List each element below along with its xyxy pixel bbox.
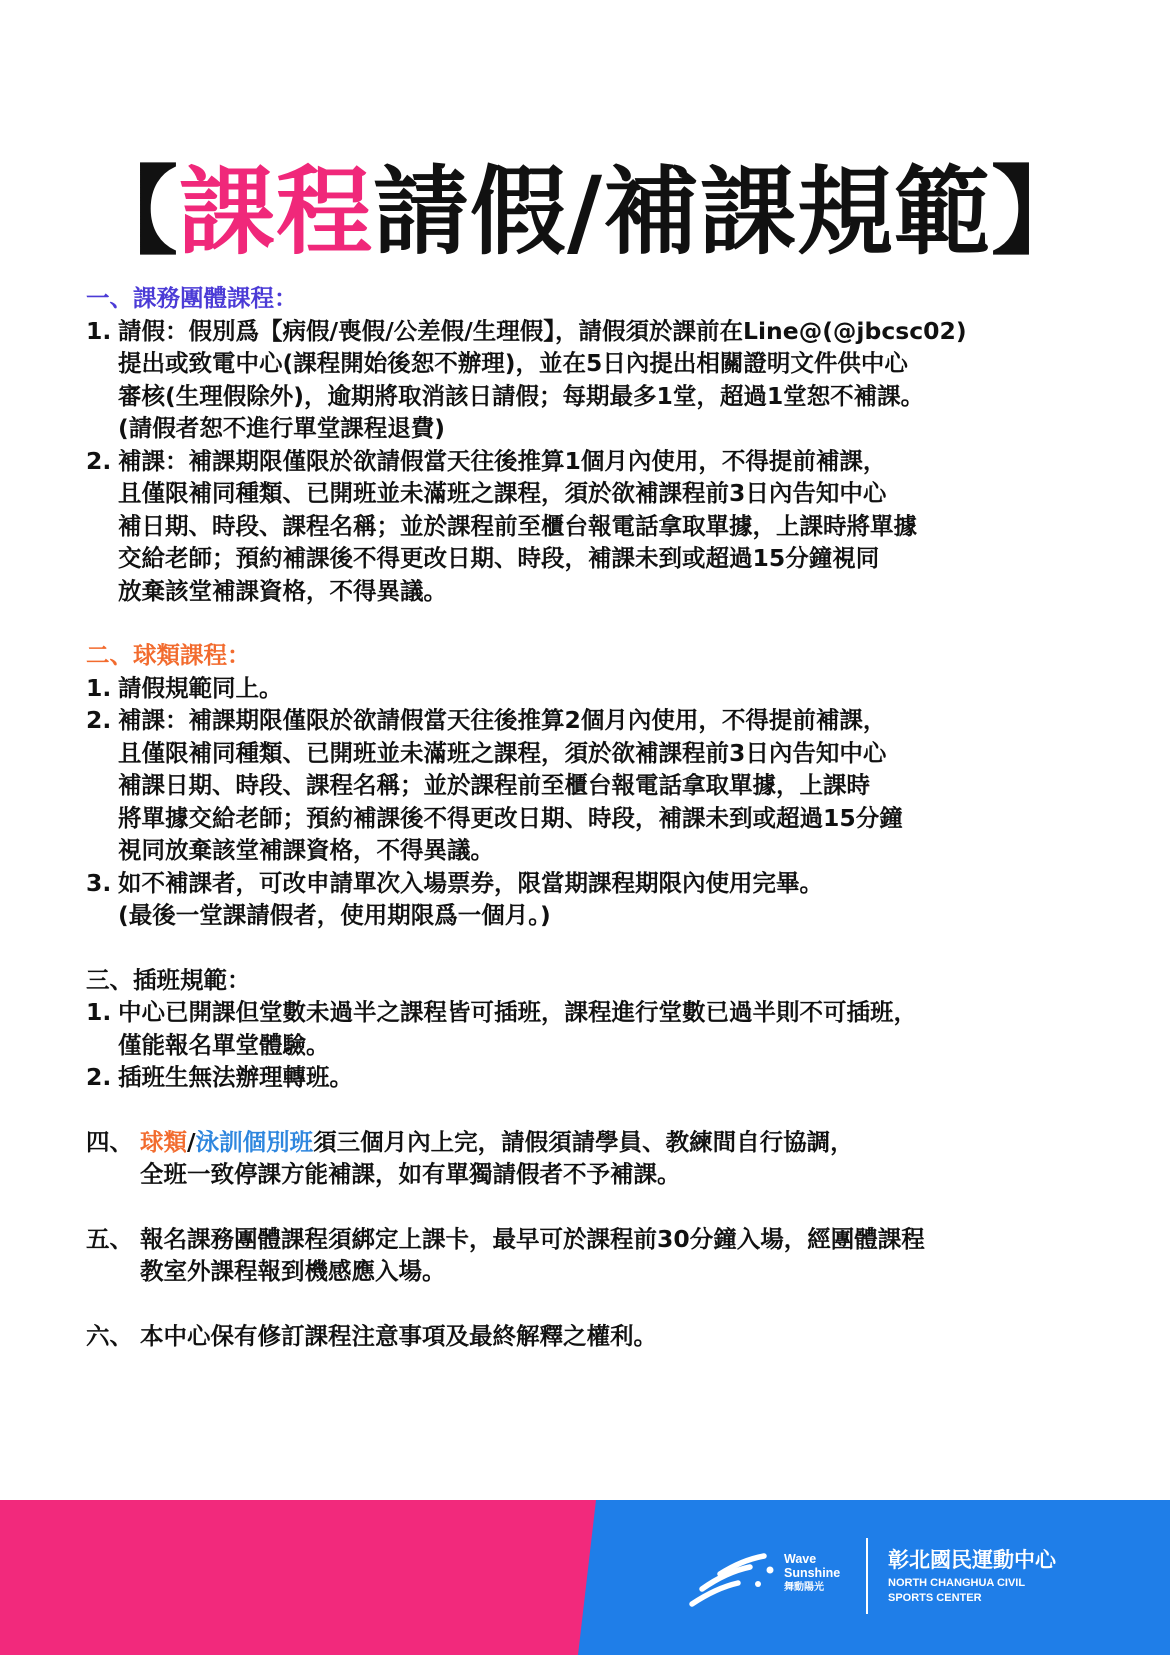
section-line [140, 1126, 854, 1159]
section-label: 五、 [86, 1224, 133, 1253]
item-text [118, 867, 1096, 932]
item-line: 將單據交給老師；預約補課後不得更改日期、時段，補課未到或超過15分鐘 [118, 803, 903, 832]
list-item [86, 704, 1096, 867]
list-item [86, 445, 1096, 608]
list-item [86, 1061, 1096, 1094]
section-label: 四、 [86, 1127, 133, 1156]
brand-en-line2: Sunshine [784, 1566, 841, 1580]
brand-text [784, 1552, 840, 1596]
ball-courses-highlight: 球類 [140, 1127, 187, 1156]
center-name-en-line2: SPORTS CENTER [888, 1592, 982, 1604]
item-line: 交給老師；預約補課後不得更改日期、時段，補課未到或超過15分鐘視同 [118, 544, 880, 572]
item-line: 審核(生理假除外)，逾期將取消該日請假；每期最多1堂，超過1堂恕不補課。 [118, 381, 925, 410]
item-line: 補課：補課期限僅限於欲請假當天往後推算2個月內使用，不得提前補課， [118, 706, 887, 734]
section-transfer-rules [86, 964, 1096, 1094]
list-item [86, 867, 1096, 932]
page-title [0, 152, 1170, 272]
item-line: 補日期、時段、課程名稱；並於課程前至櫃台報電話拿取單據，上課時將單據 [118, 511, 917, 540]
swim-individual-highlight: 泳訓個別班 [195, 1127, 314, 1156]
list-item [86, 672, 1096, 705]
slash-separator: / [187, 1127, 196, 1156]
center-name-cn: 彰北國民運動中心 [888, 1549, 1056, 1572]
item-line: 插班生無法辦理轉班。 [118, 1063, 353, 1091]
section-course-card [86, 1223, 1096, 1288]
item-line: 補課：補課期限僅限於欲請假當天往後推算1個月內使用，不得提前補課， [118, 446, 887, 475]
section-line: 教室外課程報到機感應入場。 [140, 1257, 446, 1285]
section-ball-courses [86, 639, 1096, 932]
item-line: 請假：假別爲【病假/喪假/公差假/生理假】，請假須於課前在Line@(@jbcsc02) [118, 316, 967, 345]
title-rest: 請假/補課規範 [372, 156, 992, 268]
section-text [140, 1320, 657, 1353]
footer-divider [866, 1538, 868, 1614]
center-name-en-line1: NORTH CHANGHUA CIVIL [888, 1577, 1026, 1589]
item-line: 如不補課者，可改申請單次入場票券，限當期課程期限內使用完畢。 [118, 868, 823, 897]
list-item [86, 315, 1096, 445]
item-text [118, 672, 1096, 705]
section-line-rest: 須三個月內上完，請假須請學員、教練間自行協調， [313, 1127, 854, 1156]
item-text [118, 704, 1096, 867]
item-line: 僅能報名單堂體驗。 [118, 1030, 330, 1059]
item-number: 1. [86, 998, 112, 1026]
section-line: 全班一致停課方能補課，如有單獨請假者不予補課。 [140, 1160, 681, 1188]
section-individual-classes [86, 1126, 1096, 1191]
item-line: 提出或致電中心(課程開始後恕不辦理)，並在5日內提出相關證明文件供中心 [118, 349, 908, 377]
title-accent: 課程 [178, 156, 373, 268]
brand-en-line1: Wave [784, 1552, 817, 1566]
wave-sunshine-logo-icon [686, 1550, 778, 1610]
brand-cn: 舞動陽光 [784, 1582, 824, 1593]
item-line: 且僅限補同種類、已開班並未滿班之課程，須於欲補課程前3日內告知中心 [118, 479, 887, 507]
item-line: 放棄該堂補課資格，不得異議。 [118, 576, 447, 605]
item-number: 2. [86, 706, 112, 734]
item-line: 請假規範同上。 [118, 673, 283, 702]
section-line: 本中心保有修訂課程注意事項及最終解釋之權利。 [140, 1321, 657, 1350]
item-text [118, 1061, 1096, 1094]
item-number: 2. [86, 446, 112, 475]
item-line: (最後一堂課請假者，使用期限爲一個月。) [118, 901, 551, 929]
item-text [118, 445, 1096, 608]
section-group-courses [86, 282, 1096, 607]
section-label: 六、 [86, 1321, 133, 1350]
title-close-bracket: 】 [991, 156, 1089, 268]
item-number: 2. [86, 1063, 112, 1091]
policy-content [86, 282, 1096, 1384]
title-open-bracket: 【 [81, 156, 179, 268]
item-line: (請假者恕不進行單堂課程退費) [118, 414, 445, 442]
section-text [140, 1223, 925, 1288]
item-text [118, 996, 1096, 1061]
section-rights-reserved [86, 1320, 1096, 1353]
item-text [118, 315, 1096, 445]
section-line: 報名課務團體課程須綁定上課卡，最早可於課程前30分鐘入場，經團體課程 [140, 1224, 925, 1253]
footer-banner [0, 1500, 1170, 1655]
item-line: 視同放棄該堂補課資格，不得異議。 [118, 836, 494, 864]
item-number: 3. [86, 868, 112, 897]
section-heading-transfer-rules: 三、插班規範： [86, 965, 251, 994]
item-number: 1. [86, 673, 112, 702]
section-heading-ball-courses: 二、球類課程： [86, 641, 251, 669]
item-number: 1. [86, 316, 112, 345]
section-heading-group-courses: 一、課務團體課程： [86, 284, 298, 312]
section-text [140, 1126, 854, 1191]
list-item [86, 996, 1096, 1061]
center-name [888, 1546, 1056, 1606]
item-line: 中心已開課但堂數未過半之課程皆可插班，課程進行堂數已過半則不可插班， [118, 998, 917, 1026]
item-line: 且僅限補同種類、已開班並未滿班之課程，須於欲補課程前3日內告知中心 [118, 738, 887, 767]
item-line: 補課日期、時段、課程名稱；並於課程前至櫃台報電話拿取單據，上課時 [118, 771, 870, 799]
